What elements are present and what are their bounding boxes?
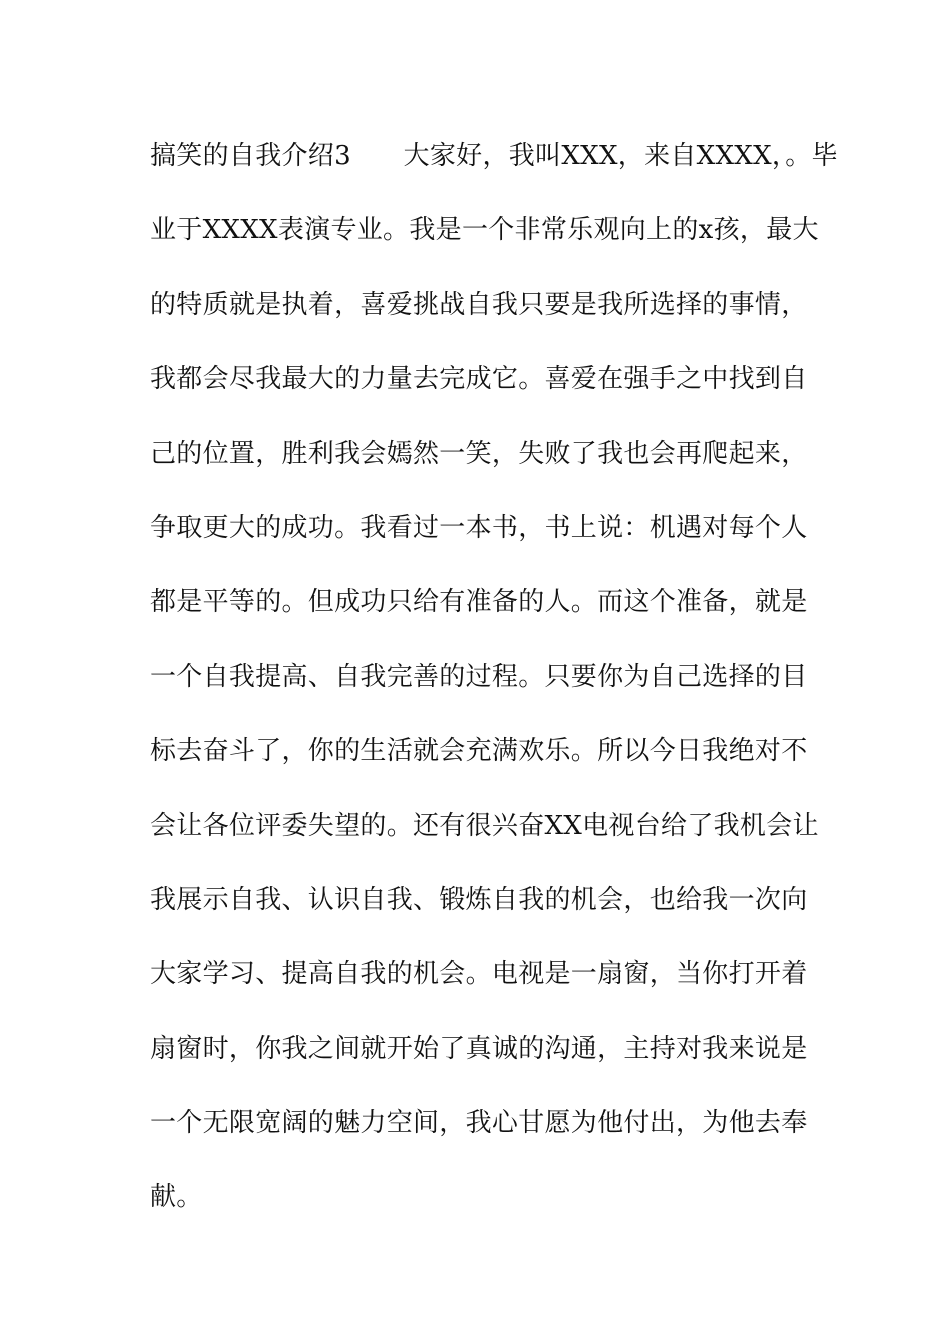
text-line: 标去奋斗了，你的生活就会充满欢乐。所以今日我绝对不 [150,736,808,767]
text-line: 的特质就是执着，喜爱挑战自我只要是我所选择的事情， [150,289,808,320]
text-line: 我都会尽我最大的力量去完成它。喜爱在强手之中找到自 [150,364,808,395]
text-line: 会让各位评委失望的。还有很兴奋XX电视台给了我机会让 [150,810,819,841]
body-text [150,130,838,1246]
text-line: 己的位置，胜利我会嫣然一笑，失败了我也会再爬起来， [150,438,808,469]
text-line: 一个自我提高、自我完善的过程。只要你为自己选择的目 [150,661,808,692]
text-line: 扇窗时，你我之间就开始了真诚的沟通，主持对我来说是 [150,1033,808,1064]
text-line: 都是平等的。但成功只给有准备的人。而这个准备，就是 [150,587,808,618]
text-line: 一个无限宽阔的魅力空间，我心甘愿为他付出，为他去奉 [150,1108,808,1139]
text-line: 我展示自我、认识自我、锻炼自我的机会，也给我一次向 [150,884,808,915]
text-line: 大家学习、提高自我的机会。电视是一扇窗，当你打开着 [150,959,808,990]
text-line: 搞笑的自我介绍3 大家好，我叫XXX，来自XXXX，。毕 [150,141,838,171]
text-line: 献。 [150,1182,203,1213]
text-line: 争取更大的成功。我看过一本书，书上说：机遇对每个人 [150,512,808,543]
text-line: 业于XXXX表演专业。我是一个非常乐观向上的x孩，最大 [150,215,819,246]
